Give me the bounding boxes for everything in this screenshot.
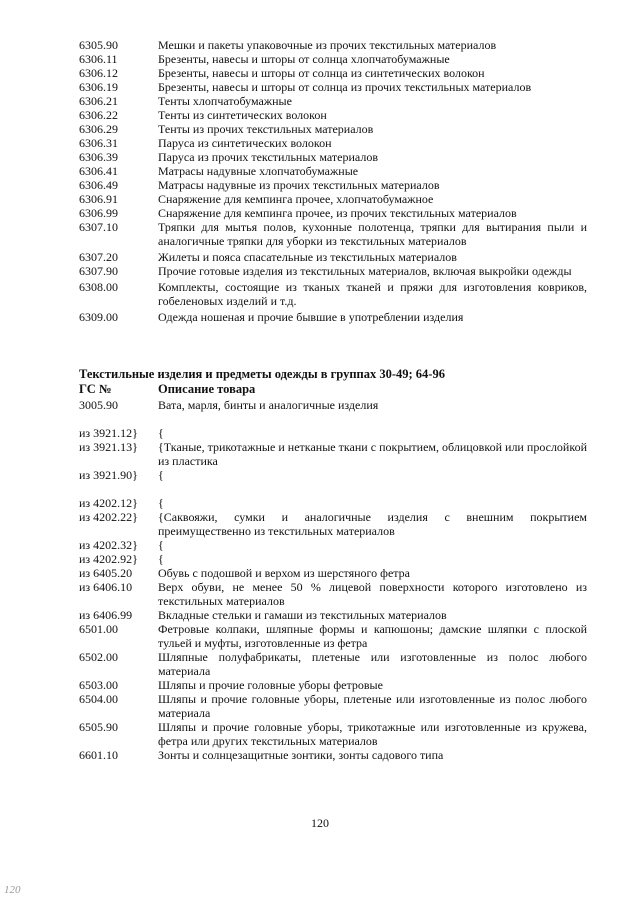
tariff-row (79, 566, 587, 580)
hs-code: из 6406.10 (79, 580, 133, 594)
hs-code: 6306.99 (79, 206, 118, 220)
product-description (158, 482, 587, 496)
hs-code: 6308.00 (79, 280, 118, 294)
hs-code: 6307.90 (79, 264, 118, 278)
tariff-row (79, 80, 587, 94)
tariff-list-section-2 (79, 398, 587, 762)
product-description: Прочие готовые изделия из текстильных материалов, включая выкройки одежды (158, 264, 572, 278)
product-description: Тенты хлопчатобумажные (158, 94, 292, 108)
product-description: Шляпные полуфабрикаты, плетеные или изготовленные из полос любого материала (158, 650, 587, 678)
product-description: Обувь с подошвой и верхом из шерстяного фетра (158, 566, 410, 580)
product-description: Паруса из прочих текстильных материалов (158, 150, 379, 164)
product-description: Комплекты, состоящие из тканых тканей и пряжи для изготовления ковриков, гобеленовых изделий и т.д. (158, 280, 587, 308)
product-description: Шляпы и прочие головные уборы, плетеные или изготовленные из полос любого материала (158, 692, 587, 720)
hs-code: 6505.90 (79, 720, 118, 734)
tariff-row (79, 412, 587, 426)
product-description: Жилеты и пояса спасательные из текстильных материалов (158, 250, 457, 264)
hs-code: 3005.90 (79, 398, 118, 412)
tariff-row (79, 482, 587, 496)
section-heading (79, 367, 599, 397)
hs-code: из 4202.22} (79, 510, 138, 524)
product-description: Мешки и пакеты упаковочные из прочих текстильных материалов (158, 38, 497, 52)
product-description: Паруса из синтетических волокон (158, 136, 332, 150)
tariff-row (79, 748, 587, 762)
product-description: { (158, 426, 164, 440)
hs-code: 6306.12 (79, 66, 118, 80)
tariff-row (79, 426, 587, 440)
product-description: Матрасы надувные из прочих текстильных материалов (158, 178, 440, 192)
tariff-row (79, 310, 587, 324)
hs-code: из 6406.99 (79, 608, 133, 622)
product-description: { (158, 552, 164, 566)
tariff-row (79, 280, 587, 308)
hs-code: 6307.20 (79, 250, 118, 264)
product-description: Тряпки для мытья полов, кухонные полотенца, тряпки для вытирания пыли и аналогичные тряпки для уборки из текстильных материалов (158, 220, 587, 248)
column-header-code: ГС № (79, 382, 112, 396)
product-description: Одежда ношеная и прочие бывшие в употреблении изделия (158, 310, 464, 324)
tariff-row (79, 66, 587, 80)
column-headers (79, 382, 599, 397)
product-description: {Саквояжи, сумки и аналогичные изделия с внешним покрытием преимущественно из текстильных материалов (158, 510, 587, 538)
product-description: {Тканые, трикотажные и нетканые ткани с покрытием, облицовкой или прослойкой из пластика (158, 440, 587, 468)
tariff-row (79, 580, 587, 608)
column-header-description: Описание товара (158, 382, 256, 396)
product-description: { (158, 468, 164, 482)
hs-code (79, 412, 158, 426)
product-description: Снаряжение для кемпинга прочее, хлопчатобумажное (158, 192, 434, 206)
tariff-row (79, 552, 587, 566)
tariff-row (79, 164, 587, 178)
hs-code: 6306.19 (79, 80, 118, 94)
product-description: Верх обуви, не менее 50 % лицевой поверхности которого изготовлено из текстильных материалов (158, 580, 587, 608)
tariff-row (79, 178, 587, 192)
hs-code: 6306.29 (79, 122, 118, 136)
tariff-row (79, 538, 587, 552)
hs-code: 6306.49 (79, 178, 118, 192)
hs-code: из 6405.20 (79, 566, 133, 580)
product-description: Шляпы и прочие головные уборы фетровые (158, 678, 383, 692)
hs-code: 6306.31 (79, 136, 118, 150)
hs-code: 6306.91 (79, 192, 118, 206)
hs-code: 6307.10 (79, 220, 118, 234)
hs-code: 6306.39 (79, 150, 118, 164)
tariff-row (79, 650, 587, 678)
tariff-row (79, 468, 587, 482)
tariff-row (79, 38, 587, 52)
tariff-list-section-1 (79, 38, 587, 324)
tariff-row (79, 678, 587, 692)
hs-code: из 3921.90} (79, 468, 138, 482)
tariff-row (79, 122, 587, 136)
hs-code: 6306.11 (79, 52, 118, 66)
product-description: Шляпы и прочие головные уборы, трикотажные или изготовленные из кружева, фетра или других текстильных материалов (158, 720, 587, 748)
tariff-row (79, 496, 587, 510)
tariff-row (79, 136, 587, 150)
hs-code: 6306.41 (79, 164, 118, 178)
hs-code: из 4202.32} (79, 538, 138, 552)
product-description: Снаряжение для кемпинга прочее, из прочих текстильных материалов (158, 206, 517, 220)
hs-code: 6309.00 (79, 310, 118, 324)
tariff-row (79, 440, 587, 468)
hs-code: 6502.00 (79, 650, 118, 664)
tariff-row (79, 692, 587, 720)
product-description: Тенты из синтетических волокон (158, 108, 327, 122)
tariff-row (79, 220, 587, 248)
product-description: Матрасы надувные хлопчатобумажные (158, 164, 359, 178)
page-number: 120 (311, 816, 329, 830)
product-description: Вкладные стельки и гамаши из текстильных материалов (158, 608, 447, 622)
product-description: { (158, 496, 164, 510)
hs-code: из 3921.13} (79, 440, 138, 454)
product-description: Тенты из прочих текстильных материалов (158, 122, 374, 136)
hs-code: 6601.10 (79, 748, 118, 762)
hs-code: из 3921.12} (79, 426, 138, 440)
product-description (158, 412, 587, 426)
hs-code: 6306.22 (79, 108, 118, 122)
product-description: Фетровые колпаки, шляпные формы и капюшоны; дамские шляпки с плоской тульей и муфты, изготовленные из фетра (158, 622, 587, 650)
tariff-row (79, 192, 587, 206)
tariff-row (79, 720, 587, 748)
tariff-row (79, 264, 587, 278)
hs-code: 6504.00 (79, 692, 118, 706)
tariff-row (79, 398, 587, 412)
hs-code: 6503.00 (79, 678, 118, 692)
hs-code (79, 482, 158, 496)
section-title: Текстильные изделия и предметы одежды в группах 30-49; 64-96 (79, 367, 445, 381)
tariff-row (79, 150, 587, 164)
tariff-row (79, 94, 587, 108)
hs-code: 6305.90 (79, 38, 118, 52)
handwritten-page-mark: 120 (4, 884, 21, 896)
tariff-row (79, 108, 587, 122)
product-description: Брезенты, навесы и шторы от солнца хлопчатобумажные (158, 52, 450, 66)
tariff-row (79, 250, 587, 264)
hs-code: из 4202.92} (79, 552, 138, 566)
hs-code: 6306.21 (79, 94, 118, 108)
hs-code: 6501.00 (79, 622, 118, 636)
tariff-row (79, 608, 587, 622)
tariff-row (79, 206, 587, 220)
tariff-row (79, 510, 587, 538)
hs-code: из 4202.12} (79, 496, 138, 510)
product-description: { (158, 538, 164, 552)
product-description: Брезенты, навесы и шторы от солнца из синтетических волокон (158, 66, 485, 80)
tariff-row (79, 52, 587, 66)
tariff-row (79, 622, 587, 650)
product-description: Зонты и солнцезащитные зонтики, зонты садового типа (158, 748, 444, 762)
product-description: Брезенты, навесы и шторы от солнца из прочих текстильных материалов (158, 80, 532, 94)
product-description: Вата, марля, бинты и аналогичные изделия (158, 398, 379, 412)
